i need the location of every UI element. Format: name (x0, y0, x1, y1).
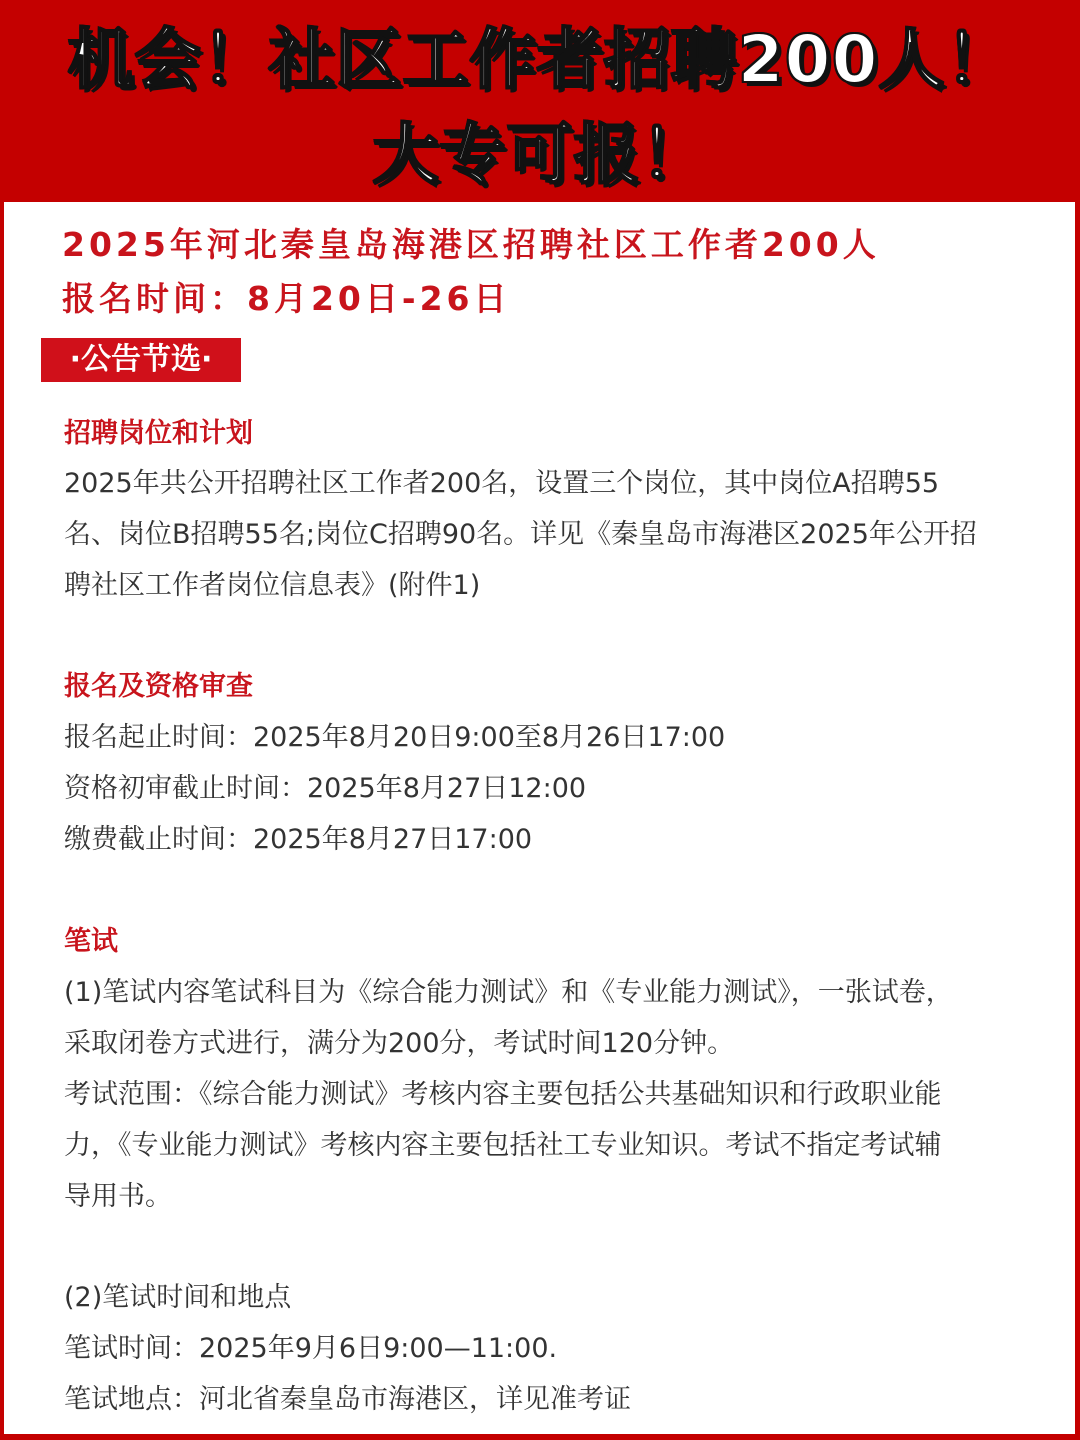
announcement-excerpt-tag: ·公告节选· (41, 338, 241, 382)
exam-content-line: (1)笔试内容笔试科目为《综合能力测试》和《专业能力测试》，一张试卷， (64, 977, 953, 1008)
positions-text-line: 2025年共公开招聘社区工作者200名，设置三个岗位，其中岗位A招聘55 (64, 468, 940, 499)
positions-text-line: 名、岗位B招聘55名;岗位C招聘90名。详见《秦皇岛市海港区2025年公开招 (64, 519, 977, 550)
payment-deadline-line: 缴费截止时间：2025年8月27日17:00 (64, 824, 533, 855)
positions-text-line: 聘社区工作者岗位信息表》(附件1) (64, 570, 481, 601)
exam-location-line: 笔试地点：河北省秦皇岛市海港区，详见准考证 (64, 1384, 631, 1415)
banner-title-line-2: 大专可报！ (372, 116, 708, 193)
section-title-registration: 报名及资格审查 (64, 671, 253, 702)
section-title-written-exam: 笔试 (64, 926, 118, 957)
registration-period-line: 报名起止时间：2025年8月20日9:00至8月26日17:00 (64, 722, 726, 753)
exam-time-place-heading: (2)笔试时间和地点 (64, 1282, 292, 1313)
section-title-positions: 招聘岗位和计划 (64, 418, 253, 449)
exam-scope-line: 考试范围：《综合能力测试》考核内容主要包括公共基础知识和行政职业能 (64, 1079, 942, 1110)
recruitment-headline: 2025年河北秦皇岛海港区招聘社区工作者200人 (62, 225, 880, 264)
exam-time-line: 笔试时间：2025年9月6日9:00—11:00. (64, 1333, 558, 1364)
exam-scope-line: 导用书。 (64, 1181, 172, 1212)
exam-content-line: 采取闭卷方式进行，满分为200分，考试时间120分钟。 (64, 1028, 735, 1059)
exam-scope-line: 力，《专业能力测试》考核内容主要包括社工专业知识。考试不指定考试辅 (64, 1130, 942, 1161)
registration-period-headline: 报名时间：8月20日-26日 (62, 279, 511, 318)
qualification-deadline-line: 资格初审截止时间：2025年8月27日12:00 (64, 773, 587, 804)
banner-title-line-1: 机会！社区工作者招聘200人！ (67, 21, 1013, 98)
title-banner (0, 0, 1080, 202)
content-panel (4, 202, 1075, 1434)
